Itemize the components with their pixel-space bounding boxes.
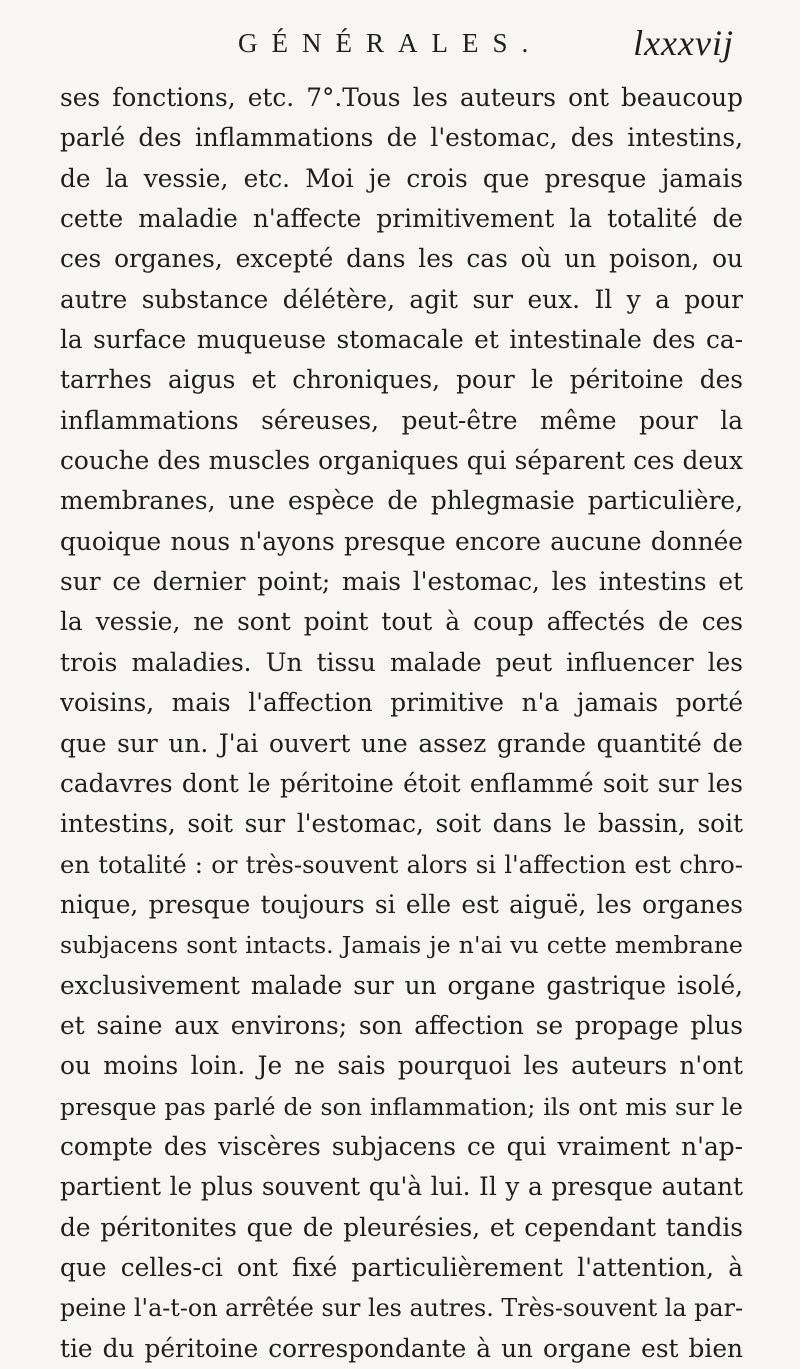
text-line: la vessie, ne sont point tout à coup affectés de ces <box>60 607 743 637</box>
text-line: de la vessie, etc. Moi je crois que presque jamais <box>60 163 743 193</box>
text-line: couche des muscles organiques qui séparent ces deux <box>60 446 743 476</box>
text-line: nique, presque toujours si elle est aiguë, les organes <box>60 889 743 919</box>
text-line: quoique nous n'ayons presque encore aucune donnée <box>60 526 743 556</box>
text-line: membranes, une espèce de phlegmasie particulière, <box>60 486 743 516</box>
text-line: tie du péritoine correspondante à un organe est bien <box>60 1333 743 1363</box>
text-line: ou moins loin. Je ne sais pourquoi les auteurs n'ont <box>60 1051 743 1081</box>
page-number: lxxxvij <box>633 23 734 63</box>
text-line: que sur un. J'ai ouvert une assez grande quantité de <box>60 728 743 758</box>
text-line: trois maladies. Un tissu malade peut influencer les <box>60 647 743 677</box>
text-line: inflammations séreuses, peut-être même pour la <box>60 405 743 435</box>
text-line: partient le plus souvent qu'à lui. Il y a presque autant <box>60 1172 743 1202</box>
text-line: voisins, mais l'affection primitive n'a jamais porté <box>60 688 743 718</box>
text-line: subjacens sont intacts. Jamais je n'ai vu cette membrane <box>60 931 743 960</box>
text-line: presque pas parlé de son inflammation; ils ont mis sur le <box>60 1092 743 1121</box>
text-line: intestins, soit sur l'estomac, soit dans le bassin, soit <box>60 809 743 839</box>
text-line: que celles-ci ont fixé particulièrement l'attention, à <box>60 1252 743 1282</box>
text-line: autre substance délétère, agit sur eux. Il y a pour <box>60 284 743 314</box>
text-line: la surface muqueuse stomacale et intestinale des ca- <box>60 325 743 355</box>
text-line: tarrhes aigus et chroniques, pour le péritoine des <box>60 365 743 395</box>
text-line: peine l'a-t-on arrêtée sur les autres. Très-souvent la par- <box>60 1294 743 1323</box>
text-line: cette maladie n'affecte primitivement la totalité de <box>60 204 743 234</box>
running-title: GÉNÉRALES. <box>238 28 543 58</box>
text-line: exclusivement malade sur un organe gastrique isolé, <box>60 970 743 1000</box>
body-text <box>60 78 743 1369</box>
text-line: ces organes, excepté dans les cas où un poison, ou <box>60 244 743 274</box>
text-line: cadavres dont le péritoine étoit enflammé soit sur les <box>60 768 743 798</box>
text-line: compte des viscères subjacens ce qui vraiment n'ap- <box>60 1131 743 1161</box>
text-line: en totalité : or très-souvent alors si l'affection est chro- <box>60 849 743 879</box>
text-line: et saine aux environs; son affection se propage plus <box>60 1010 743 1040</box>
text-line: de péritonites que de pleurésies, et cependant tandis <box>60 1212 743 1242</box>
text-line: parlé des inflammations de l'estomac, des intestins, <box>60 123 743 153</box>
text-line: ses fonctions, etc. 7°.Tous les auteurs ont beaucoup <box>60 83 743 112</box>
text-line: sur ce dernier point; mais l'estomac, les intestins et <box>60 567 743 597</box>
page-header <box>60 18 740 78</box>
